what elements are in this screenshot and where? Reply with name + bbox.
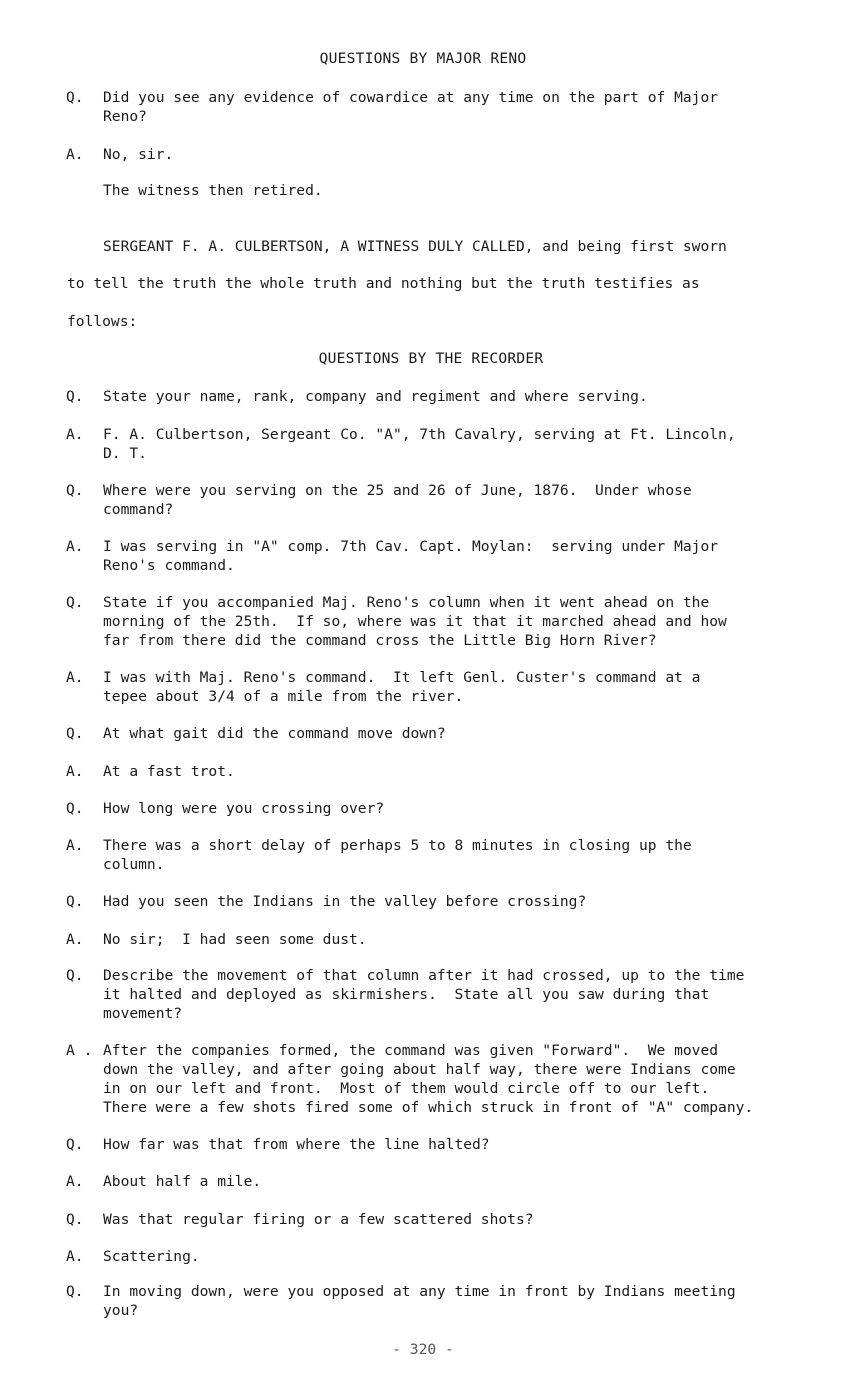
qa-label: Q.	[66, 800, 84, 817]
qa-text: How long were you crossing over?	[103, 800, 385, 817]
qa-label: Q.	[66, 1136, 84, 1153]
qa-item	[66, 966, 806, 1023]
qa-item	[66, 387, 806, 406]
qa-label: A .	[66, 1042, 93, 1059]
sworn-paragraph-line-1: SERGEANT F. A. CULBERTSON, A WITNESS DULY CALLED, and being first sworn	[103, 238, 727, 255]
qa-label: Q.	[66, 725, 84, 742]
qa-label: Q.	[66, 1211, 84, 1228]
qa-label: A.	[66, 763, 84, 780]
qa-text: Where were you serving on the 25 and 26 of June, 1876. Under whose command?	[103, 482, 692, 518]
qa-label: Q.	[66, 967, 84, 984]
qa-item	[66, 930, 806, 949]
qa-label: A.	[66, 1248, 84, 1265]
qa-text: F. A. Culbertson, Sergeant Co. "A", 7th Cavalry, serving at Ft. Lincoln, D. T.	[103, 426, 736, 462]
qa-text: No, sir.	[103, 146, 174, 163]
qa-text: How far was that from where the line halted?	[103, 1136, 490, 1153]
qa-item	[66, 1210, 806, 1229]
heading-questions-by-major-reno: QUESTIONS BY MAJOR RENO	[319, 50, 527, 67]
qa-text: At what gait did the command move down?	[103, 725, 446, 742]
qa-item	[66, 1282, 806, 1320]
qa-label: Q.	[66, 893, 84, 910]
qa-item	[66, 762, 806, 781]
qa-text: There was a short delay of perhaps 5 to 8 minutes in closing up the column.	[103, 837, 692, 873]
qa-item	[66, 88, 806, 126]
qa-label: Q.	[66, 482, 84, 499]
qa-item	[66, 724, 806, 743]
qa-label: A.	[66, 538, 84, 555]
qa-item	[66, 1041, 806, 1117]
qa-item	[66, 1172, 806, 1191]
heading-questions-by-the-recorder: QUESTIONS BY THE RECORDER	[318, 350, 544, 367]
qa-text: I was serving in "A" comp. 7th Cav. Capt. Moylan: serving under Major Reno's command.	[103, 538, 719, 574]
qa-label: Q.	[66, 388, 84, 405]
qa-label: A.	[66, 426, 84, 443]
sworn-paragraph-line-2: to tell the truth the whole truth and nothing but the truth testifies as	[67, 275, 700, 292]
qa-label: A.	[66, 146, 84, 163]
qa-label: A.	[66, 669, 84, 686]
qa-text: State your name, rank, company and regiment and where serving.	[103, 388, 648, 405]
qa-text: State if you accompanied Maj. Reno's column when it went ahead on the morning of the 25th. If so, where was it that it marched ahead and how far from there did the command cross the Little Big Horn River?	[103, 594, 727, 649]
qa-item	[66, 668, 806, 706]
qa-text: After the companies formed, the command was given "Forward". We moved down the valley, and after going about half way, there were Indians come in on our left and front. Most of them would circle off to our left. There were a few shots fired some of which struck in front of "A" company.	[103, 1042, 754, 1116]
qa-text: At a fast trot.	[103, 763, 235, 780]
qa-item	[66, 892, 806, 911]
page-number: - 320 -	[392, 1341, 454, 1358]
qa-text: I was with Maj. Reno's command. It left Genl. Custer's command at a tepee about 3/4 of a mile from the river.	[103, 669, 701, 705]
qa-text: Had you seen the Indians in the valley before crossing?	[103, 893, 587, 910]
qa-item	[66, 1135, 806, 1154]
qa-text: Was that regular firing or a few scattered shots?	[103, 1211, 534, 1228]
qa-text: No sir; I had seen some dust.	[103, 931, 367, 948]
qa-item	[66, 537, 806, 575]
qa-item	[66, 836, 806, 874]
qa-item	[66, 425, 806, 463]
qa-item	[66, 593, 806, 650]
qa-label: Q.	[66, 89, 84, 106]
qa-item	[66, 799, 806, 818]
qa-label: Q.	[66, 1283, 84, 1300]
qa-text: Did you see any evidence of cowardice at any time on the part of Major Reno?	[103, 89, 719, 125]
qa-label: A.	[66, 1173, 84, 1190]
qa-text: Describe the movement of that column after it had crossed, up to the time it halted and deployed as skirmishers. State all you saw during that movement?	[103, 967, 745, 1022]
qa-label: A.	[66, 837, 84, 854]
sworn-paragraph-line-3: follows:	[67, 313, 138, 330]
witness-retired-note: The witness then retired.	[103, 182, 323, 199]
qa-item	[66, 145, 806, 164]
qa-text: Scattering.	[103, 1248, 200, 1265]
qa-text: In moving down, were you opposed at any time in front by Indians meeting you?	[103, 1283, 736, 1319]
qa-item	[66, 481, 806, 519]
qa-text: About half a mile.	[103, 1173, 262, 1190]
qa-item	[66, 1247, 806, 1266]
qa-label: Q.	[66, 594, 84, 611]
qa-label: A.	[66, 931, 84, 948]
